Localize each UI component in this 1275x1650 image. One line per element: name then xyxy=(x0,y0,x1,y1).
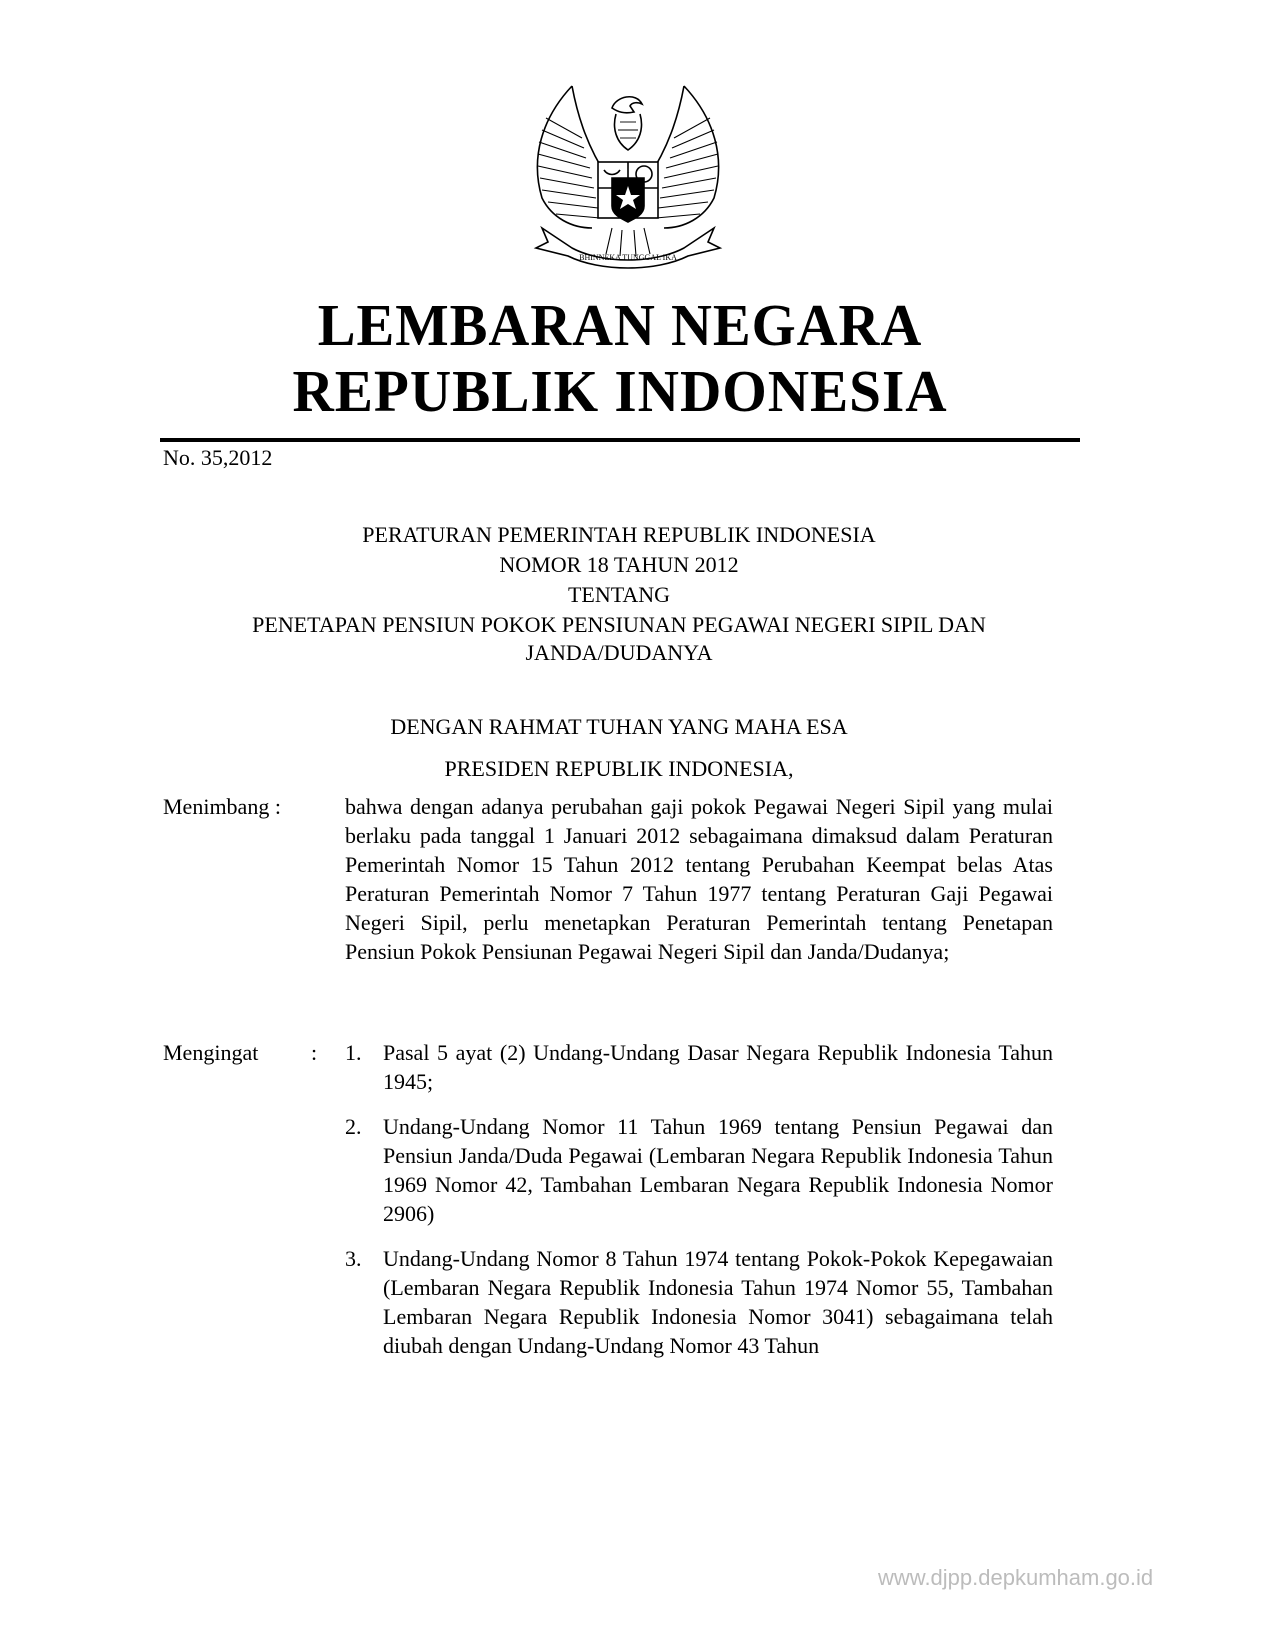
opening-line-1: DENGAN RAHMAT TUHAN YANG MAHA ESA xyxy=(390,714,848,739)
list-item-number: 1. xyxy=(345,1040,362,1065)
regulation-title xyxy=(160,520,1078,668)
menimbang-text xyxy=(345,792,1053,966)
issue-number: No. 35,2012 xyxy=(163,445,273,470)
list-item-text: Pasal 5 ayat (2) Undang-Undang Dasar Negara Republik Indonesia Tahun 1945; xyxy=(383,1040,1053,1094)
menimbang-paragraph: bahwa dengan adanya perubahan gaji pokok Pegawai Negeri Sipil yang mulai berlaku pada tanggal 1 Januari 2012 sebagaimana dimaksud dalam Peraturan Pemerintah Nomor 15 Tahun 2012 tentang Perubahan Keempat belas Atas Peraturan Pemerintah Nomor 7 Tahun 1977 tentang Peraturan Gaji Pegawai Negeri Sipil, perlu menetapkan Peraturan Pemerintah tentang Penetapan Pensiun Pokok Pensiunan Pegawai Negeri Sipil dan Janda/Dudanya; xyxy=(345,794,1053,964)
list-item xyxy=(345,1038,1053,1096)
title-line-4: PENETAPAN PENSIUN POKOK PENSIUNAN PEGAWAI NEGERI SIPIL DAN xyxy=(252,612,986,637)
opening-line-2: PRESIDEN REPUBLIK INDONESIA, xyxy=(444,756,794,781)
mengingat-label: Mengingat xyxy=(163,1040,259,1065)
svg-text:BHINNEKA TUNGGAL IKA: BHINNEKA TUNGGAL IKA xyxy=(579,253,677,262)
mengingat-colon: : xyxy=(311,1040,318,1065)
masthead-title-line2: REPUBLIK INDONESIA xyxy=(292,358,948,424)
garuda-emblem-icon xyxy=(512,78,744,274)
title-line-5: JANDA/DUDANYA xyxy=(525,640,713,665)
masthead-divider xyxy=(160,438,1080,442)
website-watermark: www.djpp.depkumham.go.id xyxy=(878,1565,1154,1590)
title-line-2: NOMOR 18 TAHUN 2012 xyxy=(499,552,739,577)
list-item xyxy=(345,1244,1053,1360)
title-line-1: PERATURAN PEMERINTAH REPUBLIK INDONESIA xyxy=(362,522,876,547)
mengingat-list xyxy=(345,1038,1053,1376)
masthead-title-line1: LEMBARAN NEGARA xyxy=(317,292,923,358)
list-item-text: Undang-Undang Nomor 11 Tahun 1969 tentang Pensiun Pegawai dan Pensiun Janda/Duda Pegawai (Lembaran Negara Republik Indonesia Tahun 1969 Nomor 42, Tambahan Lembaran Negara Republik Indonesia Nomor 2906) xyxy=(383,1114,1053,1226)
list-item-number: 3. xyxy=(345,1246,362,1271)
title-line-3: TENTANG xyxy=(567,582,671,607)
list-item-text: Undang-Undang Nomor 8 Tahun 1974 tentang Pokok-Pokok Kepegawaian (Lembaran Negara Republik Indonesia Tahun 1974 Nomor 55, Tambahan Lembaran Negara Republik Indonesia Nomor 3041) sebagaimana telah diubah dengan Undang-Undang Nomor 43 Tahun xyxy=(383,1246,1053,1358)
list-item-number: 2. xyxy=(345,1114,362,1139)
masthead xyxy=(160,293,1080,423)
menimbang-label: Menimbang : xyxy=(163,794,281,819)
list-item xyxy=(345,1112,1053,1228)
